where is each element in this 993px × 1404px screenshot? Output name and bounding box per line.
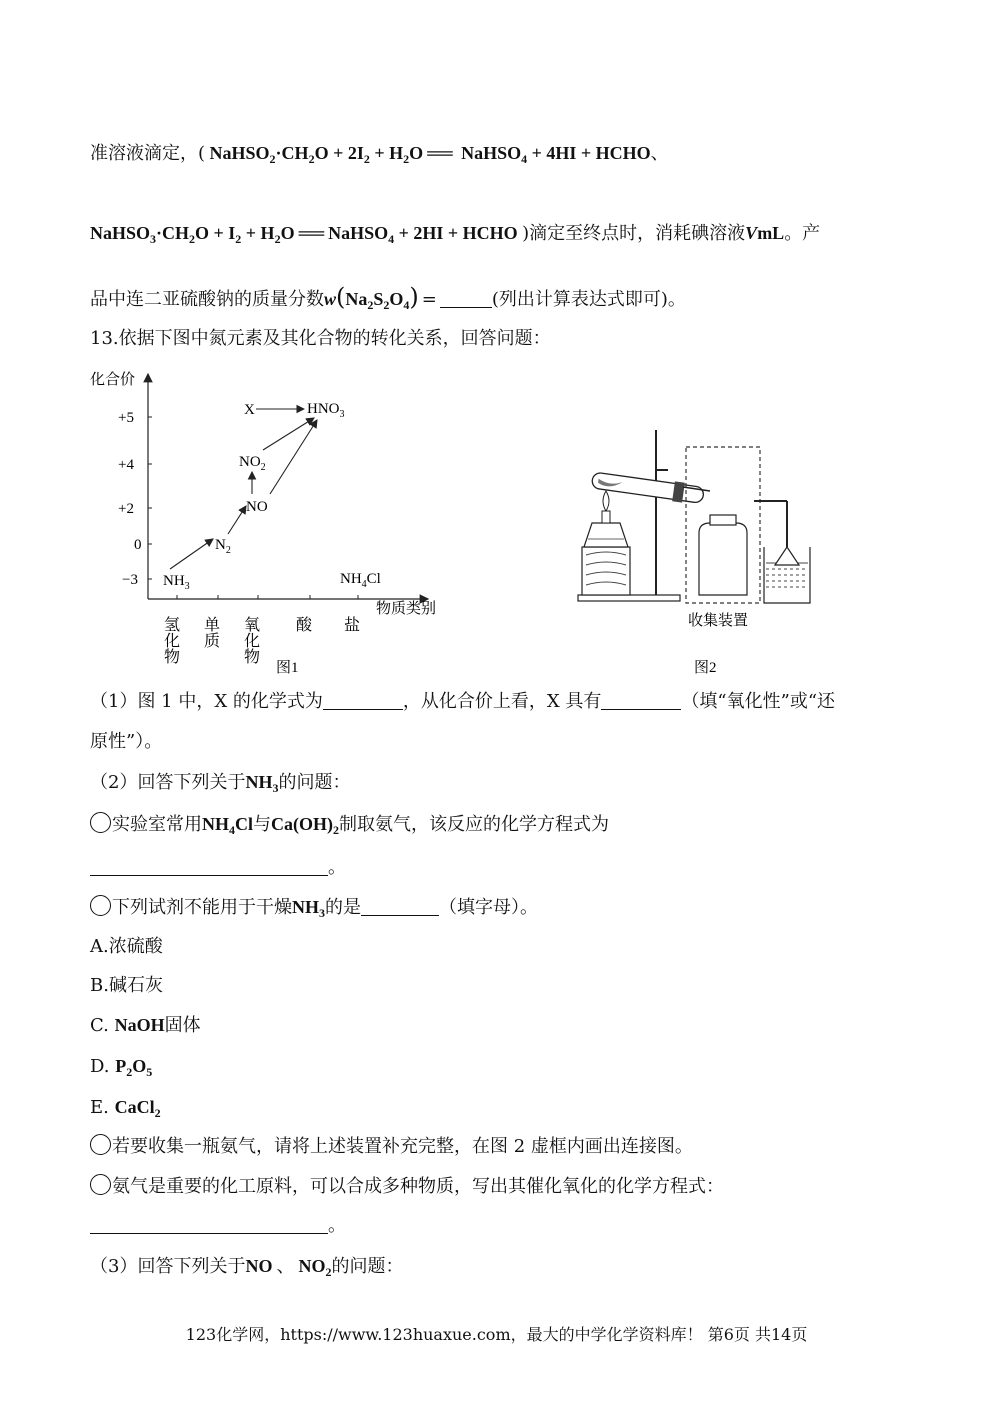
q12-line-3: 品中连二亚硫酸钠的质量分数$w(Na_2S_2O_4)$ = (列出计算表达式即可)。 (90, 283, 686, 312)
x-axis-label: 物质类别 (376, 601, 437, 617)
x-category-hydride: 氢化物 (161, 616, 179, 664)
species-hno3: $HNO_3$ (307, 401, 345, 420)
q13-part1-line1: （1）图 1 中，X 的化学式为 ，从化合价上看，X 具有 （填“氧化性”或“还 (90, 691, 836, 712)
species-x: X (244, 402, 255, 418)
circle-number-2 (90, 895, 111, 916)
figure-1 (88, 366, 468, 681)
q12-line-2: $NaHSO_3\cdot CH_2O + I_2 + H_2O$ ══ NaHSO$_4$ + 2HI + HCHO )滴定至终点时，消耗碘溶液VmL。产 (90, 223, 821, 246)
x-category-acid: 酸 (293, 616, 311, 632)
page-footer: 123化学网，https://www.123huaxue.com，最大的中学化学资料库！ 第6页 共14页 (185, 1325, 808, 1344)
species-n2: $N_2$ (215, 537, 231, 556)
formula-na2s2o4: $Na_2S_2O_4$ (345, 289, 410, 312)
figure-1-caption: 图1 (276, 660, 299, 676)
x-category-oxide: 氧化物 (241, 616, 259, 664)
q13-title: 13.依据下图中氮元素及其化合物的转化关系，回答问题： (90, 328, 551, 349)
stand-base (578, 595, 680, 601)
collection-label: 收集装置 (688, 613, 749, 629)
y-tick: −3 (122, 572, 138, 588)
answer-blank-equation-1[interactable] (90, 857, 328, 876)
collection-bottle (699, 523, 747, 595)
q13-subq1: 实验室常用$NH_4Cl$与$Ca(OH)_2$制取氨气，该反应的化学方程式为 (90, 812, 609, 837)
y-tick: +2 (118, 501, 134, 517)
y-axis-label: 化合价 (90, 372, 136, 388)
species-nh4cl: $NH_4Cl$ (340, 571, 381, 590)
answer-blank-drying-agent[interactable] (361, 897, 439, 916)
q13-subq1-answer: 。 (90, 856, 346, 880)
inverted-funnel (775, 547, 799, 565)
figure-2 (570, 425, 820, 681)
q12-line-1: 准溶液滴定，( $NaHSO_2\cdot CH_2O + 2I_2 + H_2O$ ══ NaHSO$_4$ + 4HI + HCHO、 (90, 143, 669, 166)
option-d: D. $P_2O_5$ (90, 1056, 153, 1079)
y-tick-labels (118, 410, 142, 588)
q13-subq4-answer: 。 (90, 1214, 346, 1238)
species-no2: $NO_2$ (239, 454, 266, 473)
y-tick: +5 (118, 410, 134, 426)
x-category-element: 单质 (201, 616, 219, 648)
alcohol-lamp (584, 523, 628, 547)
circle-number-1 (90, 812, 111, 833)
x-category-salt: 盐 (341, 616, 359, 632)
option-c: C. NaOH固体 (90, 1015, 201, 1036)
arrow-nh3-to-n2 (170, 539, 213, 569)
figure-2-caption: 图2 (694, 660, 717, 676)
q13-subq3: 若要收集一瓶氨气，请将上述装置补充完整，在图 2 虚框内画出连接图。 (90, 1134, 693, 1159)
q13-subq2: 下列试剂不能用于干燥$NH_3$的是 （填字母）。 (90, 895, 538, 920)
arrow-no2-to-hno3 (263, 418, 314, 450)
q13-part3-heading: （3）回答下列关于NO 、 $NO_2$的问题： (90, 1256, 404, 1279)
q13-part1-line2: 原性”）。 (90, 731, 163, 752)
answer-blank-equation-2[interactable] (90, 1215, 328, 1234)
q13-subq4: 氨气是重要的化工原料，可以合成多种物质，写出其催化氧化的化学方程式： (90, 1174, 724, 1199)
answer-blank-w[interactable] (440, 289, 492, 308)
answer-blank-x-formula[interactable] (323, 691, 403, 710)
y-tick: 0 (134, 537, 142, 553)
option-e: E. CaCl$_2$ (90, 1097, 161, 1120)
answer-blank-x-property[interactable] (601, 691, 681, 710)
option-a: A.浓硫酸 (90, 936, 163, 957)
equation-2: $NaHSO_3\cdot CH_2O + I_2 + H_2O$ ══ NaHSO$_4$ + 2HI + HCHO (90, 223, 518, 246)
q13-part2-heading: （2）回答下列关于$NH_3$的问题： (90, 772, 351, 795)
species-nh3: $NH_3$ (163, 573, 190, 592)
option-b: B.碱石灰 (90, 975, 163, 996)
species-no: NO (246, 499, 268, 515)
equation-1: $NaHSO_2\cdot CH_2O + 2I_2 + H_2O$ ══ NaHSO$_4$ + 4HI + HCHO、 (209, 143, 669, 166)
arrow-n2-to-no (228, 506, 246, 534)
circle-number-4 (90, 1174, 111, 1195)
y-tick: +4 (118, 457, 134, 473)
circle-number-3 (90, 1134, 111, 1155)
